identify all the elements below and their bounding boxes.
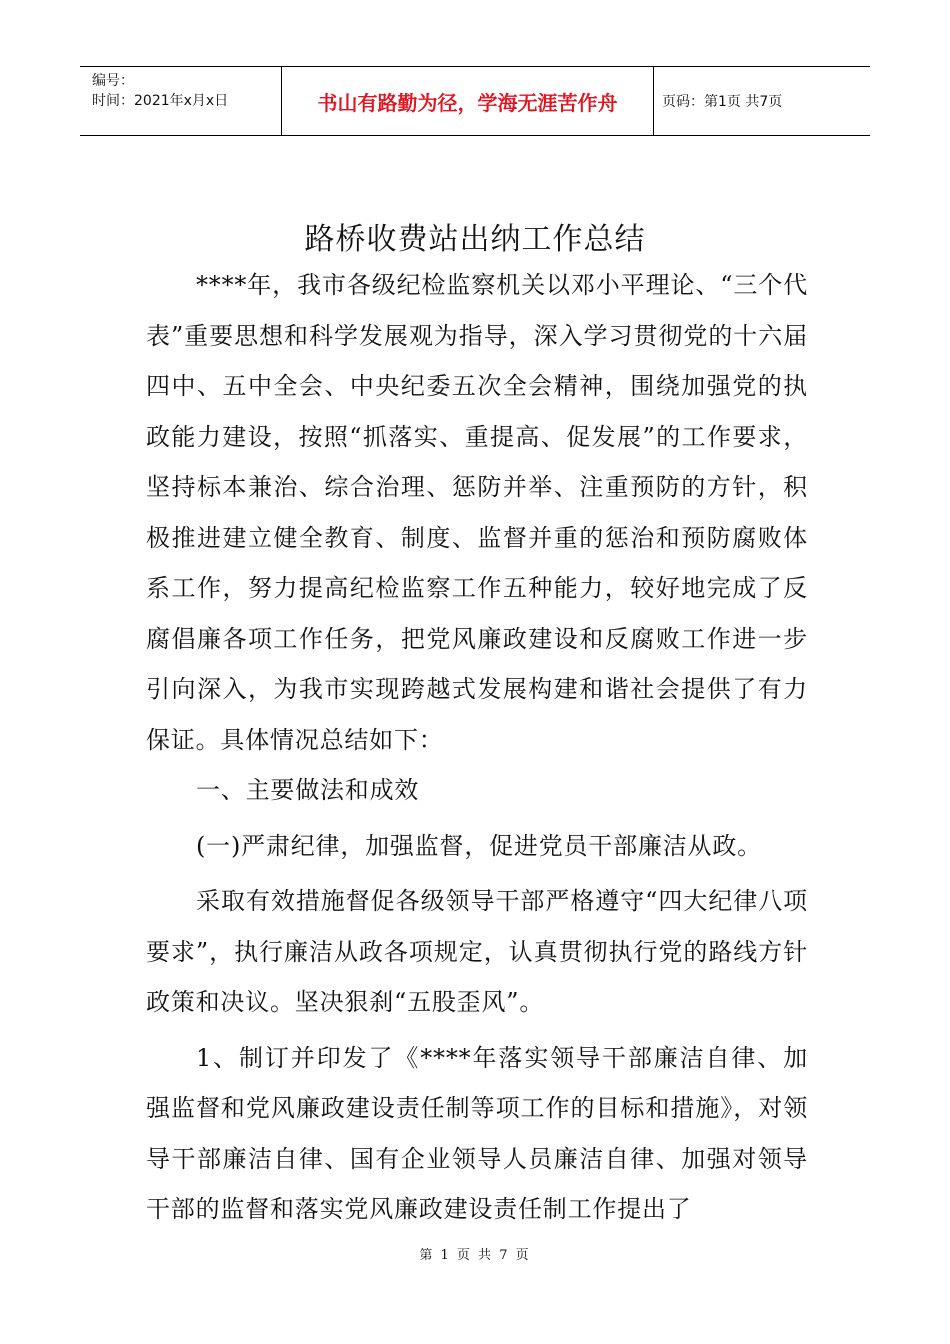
header-motto: 书山有路勤为径，学海无涯苦作舟	[282, 67, 654, 135]
number-label: 编号：	[92, 73, 134, 89]
date-label: 时间：2021年x月x日	[92, 93, 229, 109]
paragraph-intro: ****年，我市各级纪检监察机关以邓小平理论、“三个代表”重要思想和科学发展观为指导，深入学习贯彻党的十六届四中、五中全会、中央纪委五次全会精神，围绕加强党的执政能力建设，按照“抓落实、重提高、促发展”的工作要求，坚持标本兼治、综合治理、惩防并举、注重预防的方针，积极推进建立健全教育、制度、监督并重的惩治和预防腐败体系工作，努力提高纪检监察工作五种能力，较好地完成了反腐倡廉各项工作任务，把党风廉政建设和反腐败工作进一步引向深入，为我市实现跨越式发展构建和谐社会提供了有力保证。具体情况总结如下：	[146, 271, 808, 754]
subsection-heading: (一)严肃纪律，加强监督，促进党员干部廉洁从政。	[196, 831, 762, 860]
header-page-info: 页码：第1页 共7页	[662, 94, 783, 110]
document-title: 路桥收费站出纳工作总结	[304, 222, 646, 257]
paragraph: 1、制订并印发了《****年落实领导干部廉洁自律、加强监督和党风廉政建设责任制等项工作的目标和措施》，对领导干部廉洁自律、国有企业领导人员廉洁自律、加强对领导干部的监督和落实党风廉政建设责任制工作提出了	[146, 1043, 808, 1223]
section-heading: 一、主要做法和成效	[196, 776, 420, 804]
document-body	[146, 260, 808, 1235]
page-footer: 第 1 页 共 7 页	[419, 1248, 531, 1263]
header-meta	[80, 67, 282, 135]
paragraph: 采取有效措施督促各级领导干部严格遵守“四大纪律八项要求”，执行廉洁从政各项规定，认真贯彻执行党的路线方针政策和决议。坚决狠刹“五股歪风”。	[146, 887, 808, 1016]
document-header	[80, 66, 870, 136]
